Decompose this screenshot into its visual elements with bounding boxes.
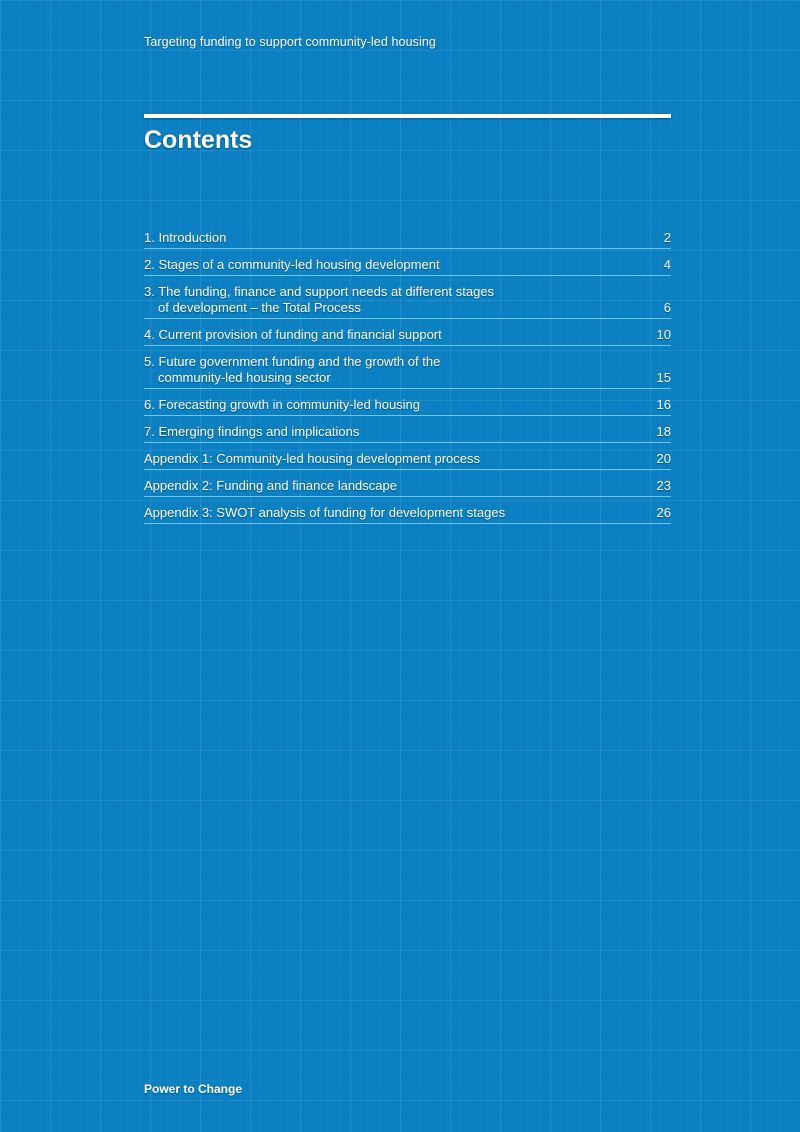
toc-entry-page: 18 — [656, 424, 671, 439]
toc-entry-page: 26 — [656, 505, 671, 520]
toc-entry-current-provision[interactable] — [144, 323, 671, 346]
toc-entry-label: 5. Future government funding and the growth of the community-led housing sector — [144, 354, 441, 385]
toc-entry-appendix-2[interactable] — [144, 474, 671, 497]
toc-entry-page: 10 — [656, 327, 671, 342]
table-of-contents — [144, 226, 671, 528]
toc-entry-page: 23 — [656, 478, 671, 493]
toc-entry-label: Appendix 1: Community-led housing development process — [144, 451, 481, 466]
toc-entry-appendix-1[interactable] — [144, 447, 671, 470]
toc-entry-stages[interactable] — [144, 253, 671, 276]
toc-entry-label: 6. Forecasting growth in community-led housing — [144, 397, 421, 412]
toc-entry-page: 16 — [656, 397, 671, 412]
toc-entry-label: Appendix 3: SWOT analysis of funding for development stages — [144, 505, 506, 520]
page-title: Contents — [144, 126, 253, 154]
toc-entry-label: 4. Current provision of funding and financial support — [144, 327, 442, 342]
toc-entry-label: Appendix 2: Funding and finance landscape — [144, 478, 397, 493]
toc-entry-label: 1. Introduction — [144, 230, 227, 245]
toc-entry-appendix-3[interactable] — [144, 501, 671, 524]
toc-entry-introduction[interactable] — [144, 226, 671, 249]
running-header: Targeting funding to support community-led housing — [144, 35, 436, 49]
toc-entry-label: 2. Stages of a community-led housing development — [144, 257, 440, 272]
toc-entry-label: 3. The funding, finance and support needs at different stages of development – the Total Process — [144, 284, 495, 315]
toc-entry-page: 4 — [663, 257, 671, 272]
toc-entry-page: 6 — [663, 300, 671, 315]
toc-entry-page: 15 — [656, 370, 671, 385]
toc-entry-page: 2 — [663, 230, 671, 245]
toc-entry-label: 7. Emerging findings and implications — [144, 424, 360, 439]
title-rule — [144, 114, 671, 118]
toc-entry-future-funding[interactable] — [144, 350, 671, 389]
toc-entry-forecasting-growth[interactable] — [144, 393, 671, 416]
toc-entry-page: 20 — [656, 451, 671, 466]
footer-brand: Power to Change — [144, 1082, 243, 1096]
toc-entry-emerging-findings[interactable] — [144, 420, 671, 443]
toc-entry-funding-needs[interactable] — [144, 280, 671, 319]
